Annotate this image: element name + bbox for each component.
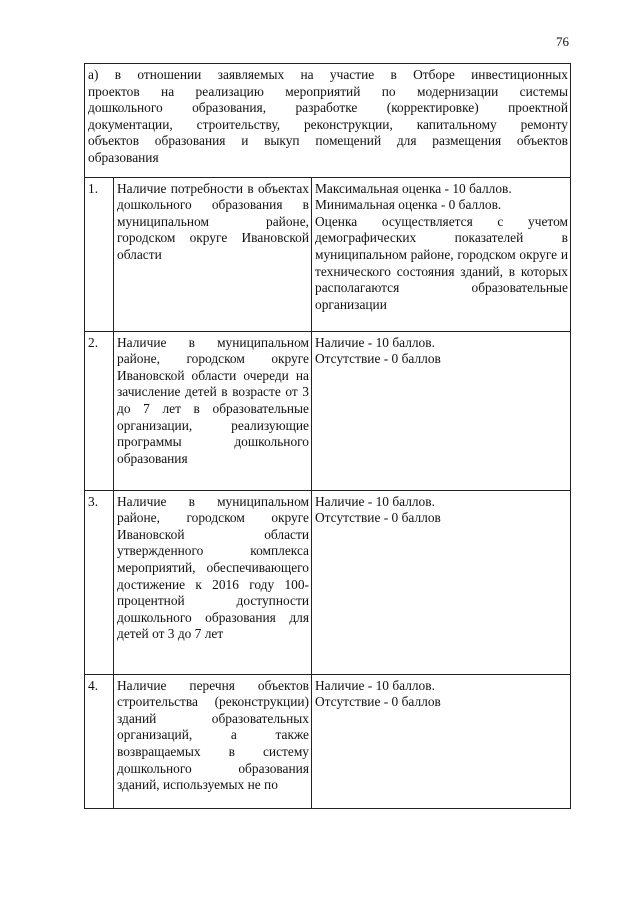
table-section-header: [85, 64, 571, 178]
criteria-table: [84, 63, 571, 809]
assessment-line: Оценка осуществляется с учетом демографических показателей в муниципальном районе, городском округе и технического состояния зданий, в которых располагаются образовательные организации: [315, 213, 568, 312]
header-line: образования: [88, 149, 159, 165]
assessment-cell: [312, 490, 571, 674]
table-row: [85, 177, 571, 331]
row-number: 3.: [85, 490, 114, 674]
assessment-line: Наличие - 10 баллов.: [315, 493, 435, 509]
criterion-cell: Наличие потребности в объектах дошкольного образования в муниципальном районе, городском округе Ивановской области: [114, 177, 312, 331]
assessment-line: Наличие - 10 баллов.: [315, 677, 435, 693]
criterion-cell: Наличие перечня объектов строительства (реконструкции) зданий образовательных организаций, а также возвращаемых в систему дошкольного образования зданий, используемых не по: [114, 674, 312, 808]
assessment-line: Отсутствие - 0 баллов: [315, 510, 441, 526]
assessment-cell: [312, 177, 571, 331]
assessment-line: Отсутствие - 0 баллов: [315, 351, 441, 367]
row-number: 1.: [85, 177, 114, 331]
criterion-cell: Наличие в муниципальном районе, городском округе Ивановской области очереди на зачисление детей в возрасте от 3 до 7 лет в образовательные организации, реализующие программы дошкольного образования: [114, 331, 312, 490]
table-row: [85, 490, 571, 674]
header-line: а) в отношении заявляемых на участие в Отборе инвестиционных: [88, 67, 568, 82]
assessment-line: Минимальная оценка - 0 баллов.: [315, 197, 502, 213]
assessment-line: Отсутствие - 0 баллов: [315, 694, 441, 710]
header-line: документации, строительству, реконструкции, капитальному ремонту: [88, 116, 568, 132]
header-line: дошкольного образования, разработке (корректировке) проектной: [88, 100, 568, 116]
table-header-row: [85, 64, 571, 178]
table-row: [85, 331, 571, 490]
row-number: 4.: [85, 674, 114, 808]
criterion-cell: Наличие в муниципальном районе, городском округе Ивановской области утвержденного комплекса мероприятий, обеспечивающего достижение к 2016 году 100-процентной доступности дошкольного образования для детей от 3 до 7 лет: [114, 490, 312, 674]
header-line: проектов на реализацию мероприятий по модернизации системы: [88, 83, 568, 99]
header-line: объектов образования и выкуп помещений для размещения объектов: [88, 133, 568, 149]
row-number: 2.: [85, 331, 114, 490]
assessment-cell: [312, 331, 571, 490]
page-number: 76: [556, 34, 569, 49]
table-row: [85, 674, 571, 808]
assessment-line: Наличие - 10 баллов.: [315, 334, 435, 350]
assessment-cell: [312, 674, 571, 808]
assessment-line: Максимальная оценка - 10 баллов.: [315, 180, 512, 196]
